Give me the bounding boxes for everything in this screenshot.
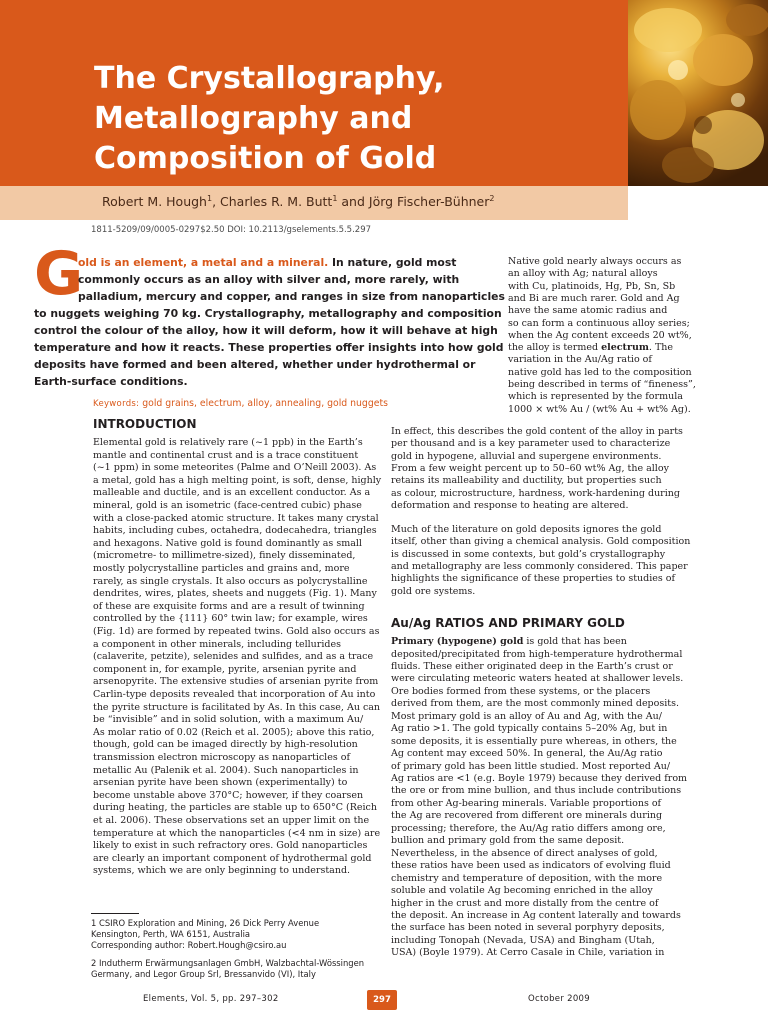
abstract-line: commonly occurs as an alloy with silver and, more rarely, with: [78, 273, 460, 286]
au-ag-ratios-heading: Au/Ag RATIOS AND PRIMARY GOLD: [391, 616, 625, 630]
body-text-line: higher in the crust and more distally from the centre of: [391, 897, 659, 909]
body-text-line: et al. 2006). These observations set an upper limit on the: [93, 815, 370, 826]
body-text-line: retains its malleability and ductility, but properties such: [391, 475, 662, 487]
abstract-line: deposits have formed and been altered, whether under hydrothermal or: [34, 358, 476, 371]
body-text-line: native gold has led to the composition: [508, 366, 692, 378]
primary-gold-term: Primary (hypogene) gold: [391, 636, 524, 647]
abstract-line: control the colour of the alloy, how it will deform, how it will behave at high: [34, 324, 498, 337]
body-text-line: habits, including cubes, octahedra, dodecahedra, triangles: [93, 525, 377, 537]
body-text-line: Ag ratio >1. The gold typically contains 5–20% Ag, but in: [391, 723, 668, 735]
body-text-line: (calaverite, petzite), selenides and sulfides, and as a trace: [93, 651, 374, 663]
abstract-line: Earth-surface conditions.: [34, 375, 188, 388]
author-name: and Jörg Fischer-Bühner: [337, 194, 490, 210]
body-text-line: mineral, gold is an isometric (face-centred cubic) phase: [93, 500, 362, 511]
term-electrum: electrum: [601, 342, 649, 354]
body-text-line: Much of the literature on gold deposits ignores the gold: [391, 524, 662, 535]
keywords-label: Keywords:: [93, 399, 140, 409]
abstract-line: to nuggets weighing 70 kg. Crystallography, metallography and composition: [34, 307, 502, 320]
body-text-line: with Cu, platinoids, Hg, Pb, Sn, Sb: [508, 280, 676, 292]
body-text-line: (~1 ppm) in some meteorites (Palme and O’Neill 2003). As: [93, 462, 377, 474]
author-name: Robert M. Hough: [102, 194, 207, 210]
article-title-line-3: Composition of Gold: [94, 141, 437, 176]
body-text-line: component in, for example, pyrite, arsenian pyrite and: [93, 663, 357, 675]
body-text-line: per thousand and is a key parameter used to characterize: [391, 438, 671, 450]
body-text-line: Ore bodies formed from these systems, or the placers: [391, 685, 651, 697]
body-text-line: (Fig. 1d) are formed by repeated twins. Gold also occurs as: [93, 626, 380, 637]
body-text-line: were circulating meteoric waters heated at shallower levels.: [391, 673, 684, 685]
body-text-line: bullion and primary gold from the same deposit.: [391, 835, 625, 847]
body-text-line: Ag ratios are <1 (e.g. Boyle 1979) because they derived from: [391, 773, 688, 784]
body-text-line: and Bi are much rarer. Gold and Ag: [508, 292, 680, 304]
body-text-line: are clearly an important component of hydrothermal gold: [93, 852, 372, 864]
body-text-line: of primary gold has been little studied. Most reported Au/: [391, 760, 671, 772]
footnote-line: Corresponding author: Robert.Hough@csiro.au: [91, 940, 287, 951]
body-text-line: Ag content may exceed 50%. In general, the Au/Ag ratio: [391, 748, 663, 760]
body-text-line: metallic Au (Palenik et al. 2004). Such nanoparticles in: [93, 764, 359, 776]
abstract-line: temperature and how it reacts. These properties offer insights into how gold: [34, 341, 504, 354]
body-text-line: soluble and volatile Ag becoming enriched in the alloy: [391, 885, 653, 897]
body-text-line: an alloy with Ag; natural alloys: [508, 268, 658, 280]
body-text-line: gold in hypogene, alluvial and supergene environments.: [391, 450, 662, 462]
body-text-line: derived from them, are the most commonly mined deposits.: [391, 698, 679, 710]
body-text-line: processing; therefore, the Au/Ag ratio differs among ore,: [391, 822, 666, 834]
body-text-line: arsenian pyrite have been shown (experimentally) to: [93, 777, 348, 789]
body-text-line: with a close-packed atomic structure. It takes many crystal: [93, 512, 379, 524]
body-text-line: likely to exist in such refractory ores. Gold nanoparticles: [93, 840, 368, 852]
affiliation-marker: 2: [489, 194, 495, 203]
article-title-line-1: The Crystallography,: [94, 61, 445, 96]
keywords: [93, 398, 388, 409]
body-text-line: As molar ratio of 0.02 (Reich et al. 2005); above this ratio,: [93, 726, 375, 738]
body-text-line: being described in terms of “fineness”,: [508, 379, 696, 390]
body-text-line: Nevertheless, in the absence of direct analyses of gold,: [391, 847, 658, 859]
body-text-line: mostly polycrystalline particles and grains and, more: [93, 563, 350, 574]
body-text-line: rarely, as single crystals. It also occurs as polycrystalline: [93, 575, 368, 587]
body-text-line: malleable and ductile, and is an excellent conductor. As a: [93, 487, 371, 499]
body-text-line: the ore or from mine bullion, and thus include contributions: [391, 785, 682, 797]
affiliation-marker: 1: [332, 194, 338, 203]
body-text-line: and metallography are less commonly considered. This paper: [391, 560, 688, 572]
body-text-line: controlled by the {111} 60° twin law; for example, wires: [93, 613, 368, 625]
abstract-line: palladium, mercury and copper, and ranges in size from nanoparticles: [78, 290, 505, 303]
journal-citation: Elements, Vol. 5, pp. 297–302: [143, 994, 279, 1004]
body-text-line: and hexagons. Native gold is found dominantly as small: [93, 537, 362, 549]
body-text-line: systems, which we are only beginning to understand.: [93, 865, 351, 877]
body-text-line: so can form a continuous alloy series;: [508, 317, 690, 329]
affiliation-marker: 1: [206, 194, 213, 203]
body-text-line: temperature at which the nanoparticles (<4 nm in size) are: [93, 827, 381, 839]
author-name: , Charles R. M. Butt: [212, 194, 333, 210]
body-text-line: from other Ag-bearing minerals. Variable proportions of: [391, 797, 662, 809]
drop-cap: G: [34, 239, 84, 309]
abstract-lead: old is an element, a metal and a mineral.: [78, 256, 329, 269]
abstract-lead-rest: In nature, gold most: [328, 256, 457, 269]
body-text-line: Native gold nearly always occurs as: [508, 256, 682, 267]
body-text-line: the pyrite structure is facilitated by As. In this case, Au can: [93, 701, 381, 713]
body-text-line: as colour, microstructure, hardness, work-hardening during: [391, 487, 680, 499]
body-text-line: deposited/precipitated from high-temperature hydrothermal: [391, 648, 683, 660]
body-text-line: a component in other minerals, including tellurides: [93, 638, 341, 650]
abstract-line: [78, 254, 456, 272]
body-text-line: when the Ag content exceeds 20 wt%,: [508, 329, 692, 341]
body-text-line: a metal, gold has a high melting point, is soft, dense, highly: [93, 474, 382, 486]
article-title-line-2: Metallography and: [94, 101, 413, 136]
body-text-line: (micrometre- to millimetre-sized), finely disseminated,: [93, 550, 356, 562]
body-text-line: fluids. These either originated deep in the Earth’s crust or: [391, 660, 673, 672]
body-text-line: arsenopyrite. The extensive studies of arsenian pyrite from: [93, 676, 379, 688]
body-text-line: gold ore systems.: [391, 585, 476, 597]
body-text-line: USA) (Boyle 1979). At Cerro Casale in Chile, variation in: [391, 947, 665, 959]
issue-date: October 2009: [528, 994, 590, 1004]
body-text-line: mantle and continental crust and is a trace constituent: [93, 449, 359, 461]
body-text-line: 1000 × wt% Au / (wt% Au + wt% Ag).: [508, 403, 691, 415]
body-text-line: these ratios have been used as indicators of evolving fluid: [391, 860, 671, 872]
body-text-line: some deposits, it is essentially pure whereas, in others, the: [391, 735, 677, 747]
body-text-line: Carlin-type deposits revealed that incorporation of Au into: [93, 689, 376, 700]
body-text-line: is discussed in some contexts, but gold’s crystallography: [391, 548, 666, 560]
body-text-line: the deposit. An increase in Ag content laterally and towards: [391, 909, 681, 921]
primary-gold-first-line-rest: is gold that has been: [523, 636, 627, 647]
footnote-line: Germany, and Legor Group Srl, Bressanvido (VI), Italy: [91, 968, 316, 979]
body-text-line: dendrites, wires, plates, sheets and nuggets (Fig. 1). Many: [93, 588, 377, 600]
body-text-line: itself, other than giving a chemical analysis. Gold composition: [391, 536, 691, 548]
body-text-line: highlights the significance of these properties to studies of: [391, 573, 676, 585]
body-text-line: chemistry and temperature of deposition, with the more: [391, 872, 663, 884]
body-text-line: Elemental gold is relatively rare (~1 ppb) in the Earth’s: [93, 437, 363, 448]
page-number: 297: [367, 990, 397, 1010]
body-text-line: transmission electron microscopy as nanoparticles of: [93, 752, 350, 763]
footnote-line: 2 Indutherm Erwärmungsanlagen GmbH, Walzbachtal-Wössingen: [91, 957, 365, 968]
footnote-rule: [91, 913, 139, 914]
body-text-line: which is represented by the formula: [508, 391, 683, 403]
body-text-line: the alloy is termed electrum. The: [508, 342, 674, 354]
body-text-line: become unstable above 370°C; however, if they coarsen: [93, 789, 364, 801]
body-text-line: the surface has been noted in several porphyry deposits,: [391, 922, 665, 934]
body-text-line: From a few weight percent up to 50–60 wt% Ag, the alloy: [391, 462, 669, 474]
body-text-line: be “invisible” and in solid solution, with a maximum Au/: [93, 714, 364, 726]
author-list: [102, 194, 494, 209]
body-text-line: the Ag are recovered from different ore minerals during: [391, 810, 663, 822]
introduction-heading: INTRODUCTION: [93, 417, 197, 431]
doi-line: 1811-5209/09/0005-0297$2.50 DOI: 10.2113/gselements.5.5.297: [91, 225, 372, 235]
body-text-line: Most primary gold is an alloy of Au and Ag, with the Au/: [391, 710, 662, 722]
footnote-line: Kensington, Perth, WA 6151, Australia: [91, 929, 251, 940]
keywords-text: gold grains, electrum, alloy, annealing, gold nuggets: [139, 398, 388, 409]
body-text-line: during heating, the particles are stable up to 650°C (Reich: [93, 802, 377, 814]
body-text-line: including Tonopah (Nevada, USA) and Bingham (Utah,: [391, 934, 655, 946]
primary-gold-first-line: [391, 636, 627, 648]
body-text-line: of these are exquisite forms and are a result of twinning: [93, 600, 365, 612]
body-text-line: though, gold can be imaged directly by high-resolution: [93, 739, 358, 751]
gold-nugget-photo: [628, 0, 768, 186]
body-text-line: deformation and response to heating are altered.: [391, 499, 629, 511]
body-text-line: have the same atomic radius and: [508, 305, 668, 317]
footnote-line: 1 CSIRO Exploration and Mining, 26 Dick Perry Avenue: [91, 918, 320, 928]
body-text-line: In effect, this describes the gold content of the alloy in parts: [391, 426, 683, 437]
body-text-line: variation in the Au/Ag ratio of: [508, 354, 652, 366]
